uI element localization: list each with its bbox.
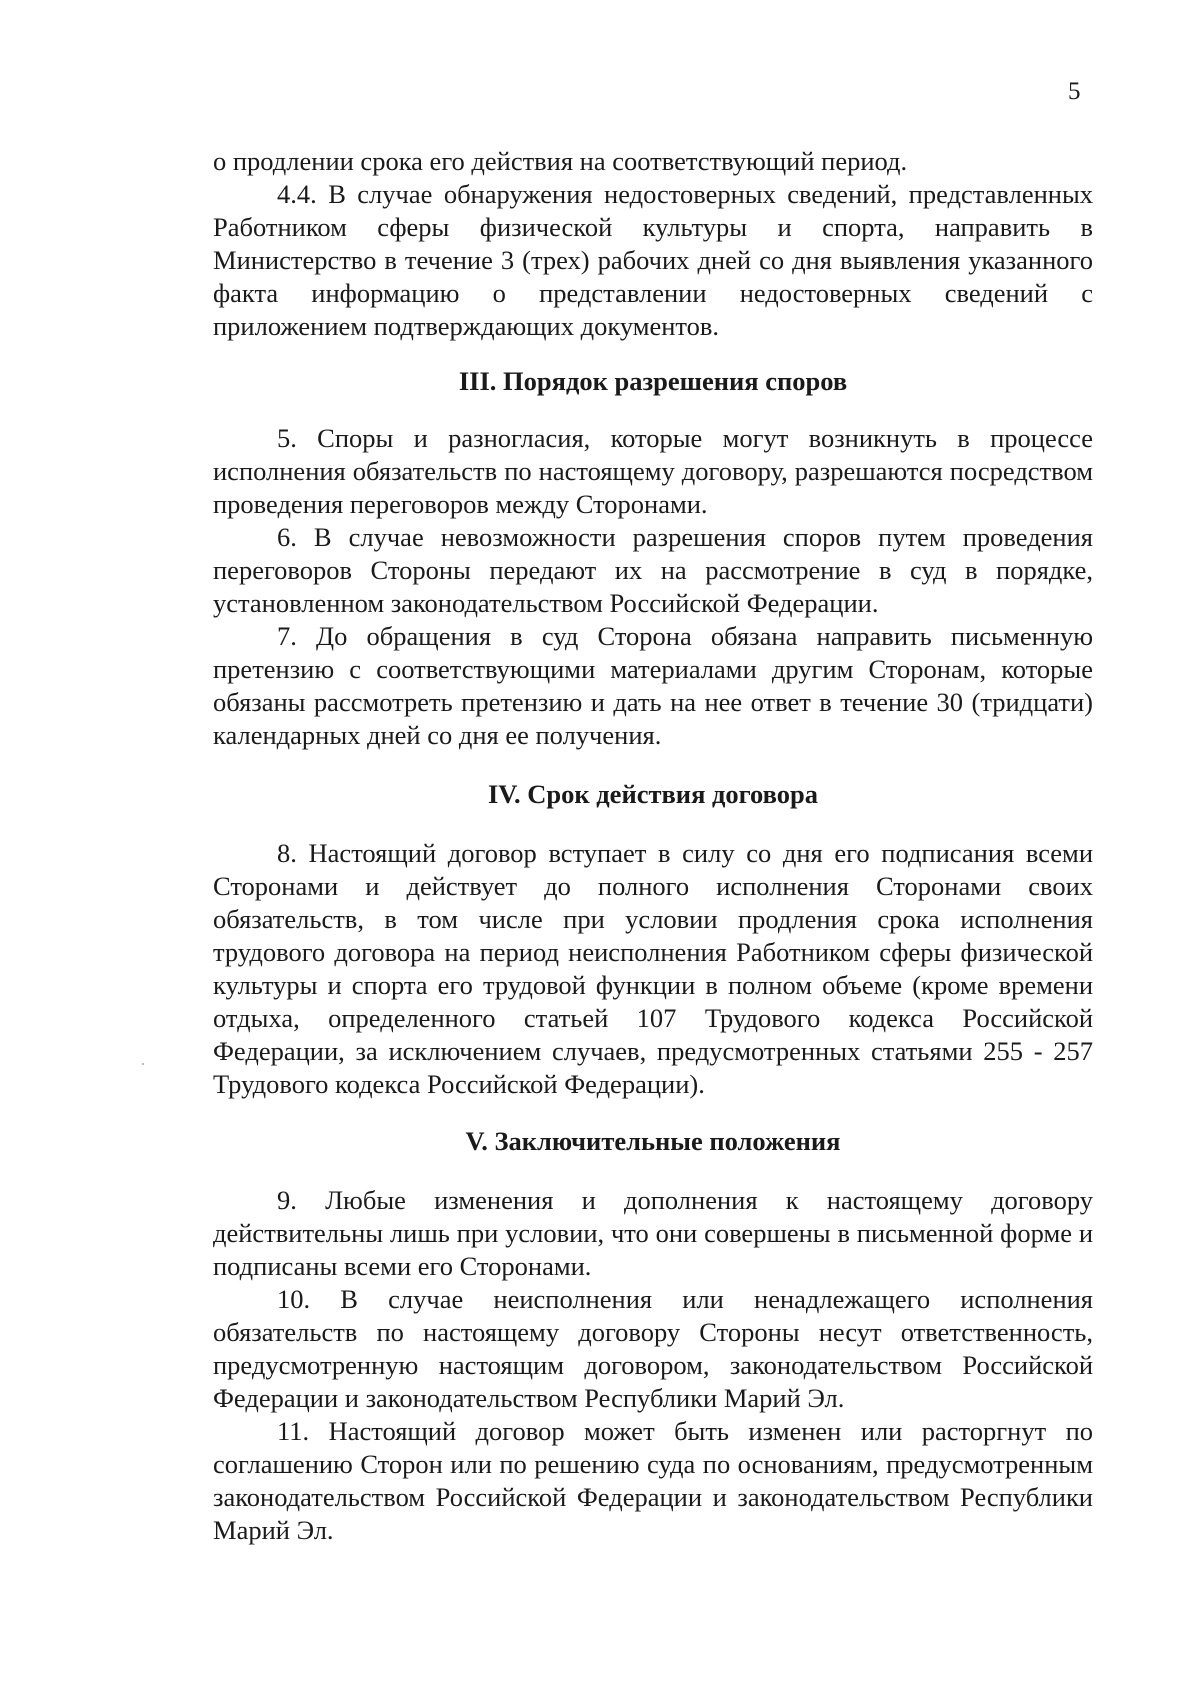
paragraph-7: 7. До обращения в суд Сторона обязана направить письменную претензию с соответствующими материалами другим Сторонам, которые обязаны рассмотреть претензию и дать на нее ответ в течение 30 (тридцати) календарных дней со дня ее получения.: [213, 621, 1093, 750]
paragraph-8: 8. Настоящий договор вступает в силу со дня его подписания всеми Сторонами и действует до полного исполнения Сторонами своих обязательств, в том числе при условии продления срока исполнения трудового договора на период неисполнения Работником сферы физической культуры и спорта его трудовой функции в полном объеме (кроме времени отдыха, определенного статьей 107 Трудового кодекса Российской Федерации, за исключением случаев, предусмотренных статьями 255 - 257 Трудового кодекса Российской Федерации).: [213, 838, 1093, 1099]
scan-speck: [142, 1063, 144, 1065]
paragraph-5: 5. Споры и разногласия, которые могут возникнуть в процессе исполнения обязательств по настоящему договору, разрешаются посредством проведения переговоров между Сторонами.: [213, 423, 1093, 519]
paragraph-11: 11. Настоящий договор может быть изменен или расторгнут по соглашению Сторон или по решению суда по основаниям, предусмотренным законодательством Российской Федерации и законодательством Республики Марий Эл.: [213, 1416, 1093, 1545]
section-heading-iii: III. Порядок разрешения споров: [458, 366, 848, 396]
section-heading-v: V. Заключительные положения: [465, 1126, 841, 1156]
continuation-paragraph: о продлении срока его действия на соответствующий период.: [213, 146, 908, 176]
paragraph-10: 10. В случае неисполнения или ненадлежащего исполнения обязательств по настоящему договору Стороны несут ответственность, предусмотренную настоящим договором, законодательством Российской Федерации и законодательством Республики Марий Эл.: [213, 1284, 1093, 1413]
paragraph-4-4: 4.4. В случае обнаружения недостоверных сведений, представленных Работником сферы физической культуры и спорта, направить в Министерство в течение 3 (трех) рабочих дней со дня выявления указанного факта информацию о представлении недостоверных сведений с приложением подтверждающих документов.: [213, 179, 1093, 341]
paragraph-6: 6. В случае невозможности разрешения споров путем проведения переговоров Стороны передают их на рассмотрение в суд в порядке, установленном законодательством Российской Федерации.: [213, 522, 1093, 618]
page-number: 5: [1068, 78, 1081, 105]
paragraph-9: 9. Любые изменения и дополнения к настоящему договору действительны лишь при условии, что они совершены в письменной форме и подписаны всеми его Сторонами.: [213, 1185, 1093, 1281]
document-body: [213, 145, 1093, 1547]
section-heading-iv: IV. Срок действия договора: [487, 779, 819, 809]
